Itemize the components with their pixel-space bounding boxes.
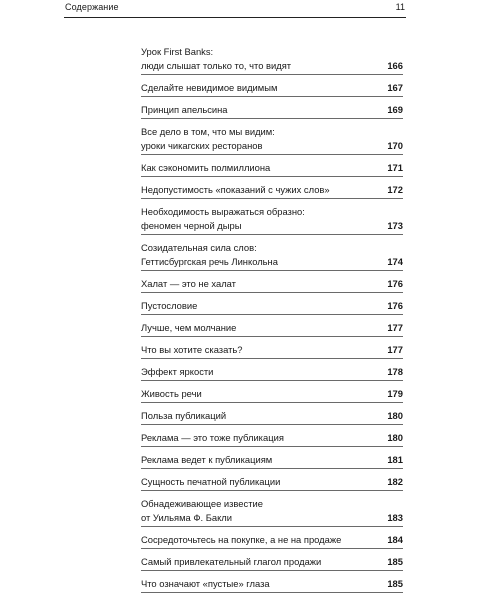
toc-entry-title: Самый привлекательный глагол продажи bbox=[141, 556, 322, 567]
toc-entry-line bbox=[141, 475, 403, 489]
toc-entry-line bbox=[141, 409, 403, 423]
toc-entry-title: Сделайте невидимое видимым bbox=[141, 82, 278, 93]
toc-entry-line bbox=[141, 103, 403, 117]
toc-entry-line bbox=[141, 241, 403, 255]
toc-entry-title: Сосредоточьтесь на покупке, а не на продаже bbox=[141, 534, 342, 545]
toc-entry[interactable] bbox=[141, 183, 403, 199]
toc-entry-line bbox=[141, 533, 403, 547]
toc-entry-line bbox=[141, 183, 403, 197]
toc-entry-line bbox=[141, 45, 403, 59]
toc-entry[interactable] bbox=[141, 45, 403, 75]
toc-entry-line bbox=[141, 431, 403, 445]
toc-page-number: 169 bbox=[387, 104, 403, 115]
toc-entry[interactable] bbox=[141, 409, 403, 425]
toc-entry[interactable] bbox=[141, 533, 403, 549]
toc-page-number: 167 bbox=[387, 82, 403, 93]
toc-entry-line bbox=[141, 321, 403, 335]
toc-page-number: 180 bbox=[387, 410, 403, 421]
toc-entry-title: Живость речи bbox=[141, 388, 202, 399]
toc-entry-line bbox=[141, 59, 403, 73]
toc-entry[interactable] bbox=[141, 431, 403, 447]
toc-page-number: 166 bbox=[387, 60, 403, 71]
toc-entry[interactable] bbox=[141, 277, 403, 293]
toc-entry-title: Польза публикаций bbox=[141, 410, 227, 421]
toc-page-number: 171 bbox=[387, 162, 403, 173]
toc-page-number: 183 bbox=[387, 512, 403, 523]
toc-page-number: 177 bbox=[387, 322, 403, 333]
toc-entry[interactable] bbox=[141, 299, 403, 315]
toc-entry-line bbox=[141, 299, 403, 313]
toc-entry-line bbox=[141, 343, 403, 357]
toc-page-number: 177 bbox=[387, 344, 403, 355]
toc-entry[interactable] bbox=[141, 555, 403, 571]
toc-entry-line bbox=[141, 205, 403, 219]
toc-entry-title: Эффект яркости bbox=[141, 366, 214, 377]
toc-page-number: 185 bbox=[387, 556, 403, 567]
toc-page-number: 179 bbox=[387, 388, 403, 399]
toc-entry-title: уроки чикагских ресторанов bbox=[141, 140, 263, 151]
toc-page-number: 176 bbox=[387, 278, 403, 289]
toc-entry-line bbox=[141, 81, 403, 95]
toc-entry-line bbox=[141, 555, 403, 569]
toc-entry[interactable] bbox=[141, 365, 403, 381]
toc-entry[interactable] bbox=[141, 387, 403, 403]
toc-entry[interactable] bbox=[141, 343, 403, 359]
toc-entry-title: Халат — это не халат bbox=[141, 278, 236, 289]
toc-page-number: 176 bbox=[387, 300, 403, 311]
toc-entry-line bbox=[141, 453, 403, 467]
toc-entry-line bbox=[141, 139, 403, 153]
toc-entry[interactable] bbox=[141, 161, 403, 177]
toc-page-number: 172 bbox=[387, 184, 403, 195]
toc-entry[interactable] bbox=[141, 577, 403, 593]
toc-page-number: 185 bbox=[387, 578, 403, 589]
toc-page-number: 174 bbox=[387, 256, 403, 267]
toc-page-number: 173 bbox=[387, 220, 403, 231]
toc-entry-title: Принцип апельсина bbox=[141, 104, 228, 115]
toc-page-number: 182 bbox=[387, 476, 403, 487]
toc-entry-line bbox=[141, 511, 403, 525]
toc-entry-title: Что вы хотите сказать? bbox=[141, 344, 243, 355]
toc-entry-title: Обнадеживающее известие bbox=[141, 498, 263, 509]
header-page-number: 11 bbox=[395, 2, 405, 12]
toc-page-number: 170 bbox=[387, 140, 403, 151]
toc-entry-line bbox=[141, 255, 403, 269]
toc-entry-title: Все дело в том, что мы видим: bbox=[141, 126, 275, 137]
page-header bbox=[64, 0, 406, 18]
toc-entry-title: феномен черной дыры bbox=[141, 220, 242, 231]
toc-entry-title: Недопустимость «показаний с чужих слов» bbox=[141, 184, 330, 195]
toc-entry-line bbox=[141, 161, 403, 175]
toc-entry-title: Реклама ведет к публикациям bbox=[141, 454, 273, 465]
toc-entry-line bbox=[141, 577, 403, 591]
toc-entry-line bbox=[141, 277, 403, 291]
toc-entry-title: Необходимость выражаться образно: bbox=[141, 206, 305, 217]
toc-entry-line bbox=[141, 497, 403, 511]
toc-entry[interactable] bbox=[141, 125, 403, 155]
toc-page-number: 184 bbox=[387, 534, 403, 545]
toc-entry[interactable] bbox=[141, 103, 403, 119]
toc-entry[interactable] bbox=[141, 241, 403, 271]
toc-page-number: 180 bbox=[387, 432, 403, 443]
toc-entry-line bbox=[141, 365, 403, 379]
toc-entry-title: Лучше, чем молчание bbox=[141, 322, 237, 333]
toc-entry-title: Реклама — это тоже публикация bbox=[141, 432, 284, 443]
toc-entry-title: Геттисбургская речь Линкольна bbox=[141, 256, 278, 267]
toc-entry[interactable] bbox=[141, 453, 403, 469]
toc-entry-line bbox=[141, 219, 403, 233]
toc-entry-title: Сущность печатной публикации bbox=[141, 476, 281, 487]
toc-entry-line bbox=[141, 125, 403, 139]
toc-page-number: 178 bbox=[387, 366, 403, 377]
toc-entry-title: Что означают «пустые» глаза bbox=[141, 578, 270, 589]
toc-entry[interactable] bbox=[141, 497, 403, 527]
toc-entry[interactable] bbox=[141, 205, 403, 235]
toc-page-number: 181 bbox=[387, 454, 403, 465]
running-head-title: Содержание bbox=[65, 2, 119, 12]
toc-entry-title: Урок First Banks: bbox=[141, 46, 214, 57]
toc-entry[interactable] bbox=[141, 475, 403, 491]
table-of-contents bbox=[141, 45, 403, 599]
toc-entry[interactable] bbox=[141, 81, 403, 97]
toc-entry[interactable] bbox=[141, 321, 403, 337]
toc-entry-title: люди слышат только то, что видят bbox=[141, 60, 292, 71]
toc-entry-title: от Уильяма Ф. Бакли bbox=[141, 512, 232, 523]
toc-entry-line bbox=[141, 387, 403, 401]
toc-entry-title: Пустословие bbox=[141, 300, 198, 311]
toc-entry-title: Как сэкономить полмиллиона bbox=[141, 162, 271, 173]
toc-entry-title: Созидательная сила слов: bbox=[141, 242, 257, 253]
